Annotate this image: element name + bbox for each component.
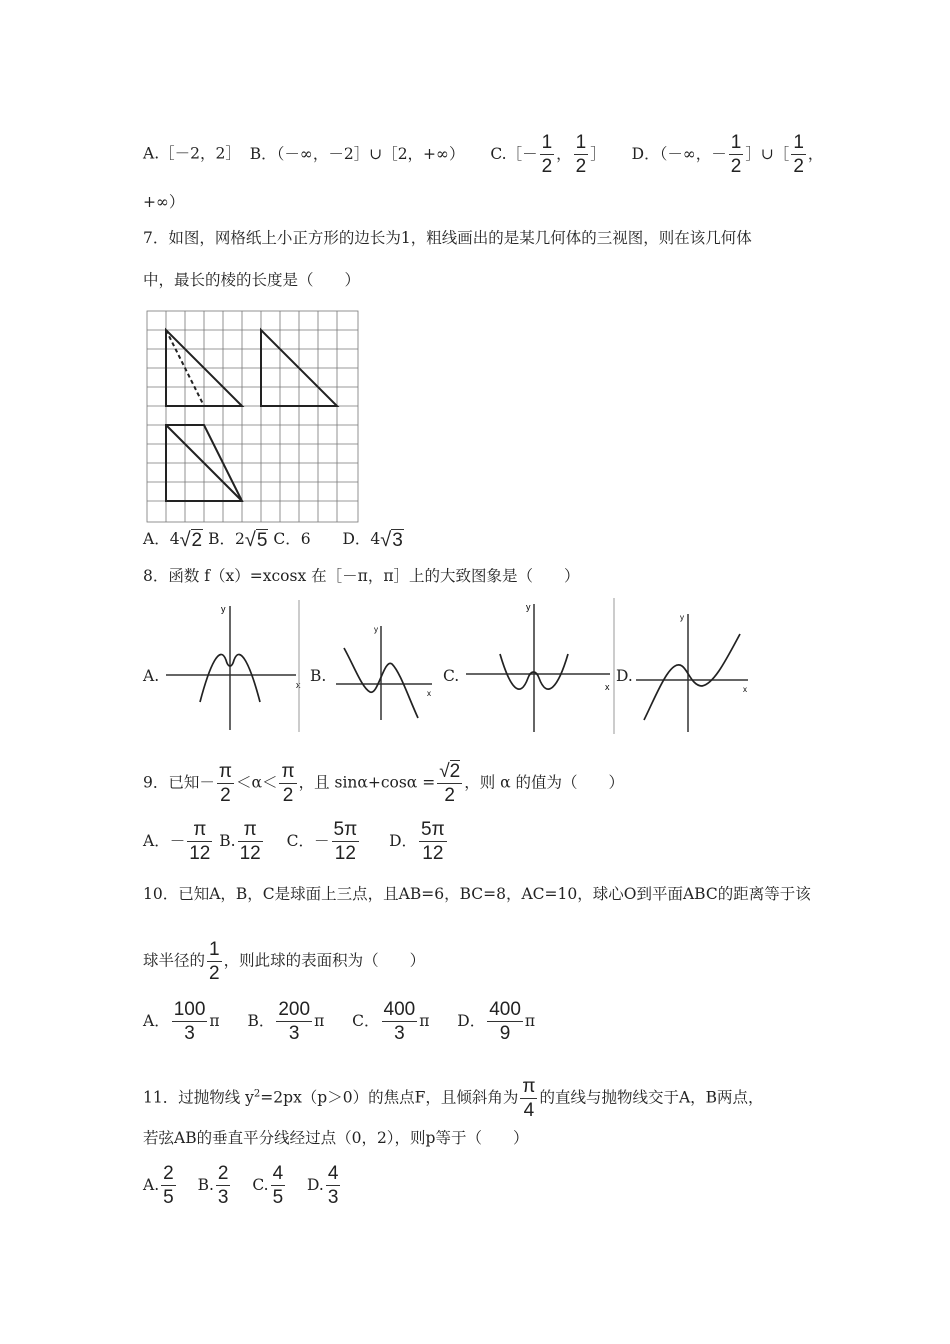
q10-option-a: A． $\frac{100}{3}$ π	[143, 999, 220, 1044]
q9-option-b: B. $\frac{\pi}{12}$	[219, 819, 261, 864]
q11-options	[143, 1164, 342, 1207]
q11-option-a: A. $\frac{2}{5}$	[143, 1163, 174, 1208]
q6-options	[143, 133, 823, 176]
q11-stem-line2: 若弦AB的垂直平分线经过点（0，2），则p等于（ ）	[143, 1129, 529, 1147]
q10-options	[143, 1000, 535, 1043]
q8-graph-a	[166, 600, 300, 732]
q7-stem-line1: 7．如图，网格纸上小正方形的边长为1，粗线画出的是某几何体的三视图，则在该几何体	[143, 229, 752, 247]
q6-option-a: A.［－2，2］	[143, 144, 241, 163]
q6-option-d-continuation: +∞）	[143, 193, 185, 211]
q9-stem: 9．已知－ $\frac{\pi}{2}$ ＜α＜ $\frac{\pi}{2}$ ，且 sinα+cosα = $\frac{√2}{2}$ ，则 α 的值为（ ）	[143, 761, 625, 806]
svg-text:y: y	[526, 602, 531, 612]
q8-label-c: C.	[443, 667, 460, 685]
q7-option-a: A．4√2	[143, 529, 203, 551]
q8-label-b: B.	[310, 667, 327, 685]
q8-stem: 8．函数 f（x）=xcosx 在［－π，π］上的大致图象是（ ）	[143, 567, 580, 585]
q11-option-b: B. $\frac{2}{3}$	[197, 1163, 229, 1208]
svg-text:x: x	[296, 680, 301, 690]
q11-stem-line1: 11．过抛物线 $y^2=2px(p>0)$的焦点F，且倾斜角为 $\frac{\pi}{4}$ 的直线与抛物线交于A，B两点，	[143, 1076, 764, 1121]
q9-option-a: A．－ $\frac{\pi}{12}$	[143, 819, 211, 864]
q10-option-b: B． $\frac{200}{3}$ π	[247, 999, 325, 1044]
q7-three-view-figure	[146, 310, 360, 524]
q6-option-b: B．（－∞，－2］∪［2，+∞）	[249, 144, 465, 163]
q8-graph-b	[336, 618, 436, 722]
svg-text:x: x	[427, 689, 431, 698]
svg-text:x: x	[605, 682, 610, 692]
q10-stem-line1: 10．已知A，B，C是球面上三点，且AB=6，BC=8，AC=10，球心O到平面ABC的距离等于该	[143, 885, 811, 903]
q9-option-c: C．－ $\frac{5\pi}{12}$	[286, 819, 358, 864]
q7-options	[143, 530, 404, 550]
svg-text:y: y	[374, 625, 378, 634]
q11-option-c: C. $\frac{4}{5}$	[252, 1163, 284, 1208]
q6-option-c: C.［－ $\frac{1}{2}$ ， $\frac{1}{2}$ ］	[490, 132, 606, 177]
svg-text:x: x	[743, 685, 747, 694]
svg-text:y: y	[680, 613, 684, 622]
q11-option-d: D. $\frac{4}{3}$	[307, 1163, 339, 1208]
q9-option-d: D． $\frac{5\pi}{12}$	[389, 819, 445, 864]
q7-option-d: D．4√3	[342, 529, 403, 551]
q10-option-c: C． $\frac{400}{3}$ π	[352, 999, 430, 1044]
q10-option-d: D． $\frac{400}{9}$ π	[457, 999, 536, 1044]
q7-option-b: B．2√5	[208, 529, 268, 551]
q8-label-d: D.	[616, 667, 633, 685]
q6-option-d: D．（－∞，－ $\frac{1}{2}$ ］∪［ $\frac{1}{2}$ ，	[631, 132, 824, 177]
q8-label-a: A.	[143, 667, 160, 685]
q8-graph-c	[466, 598, 616, 734]
svg-text:y: y	[221, 604, 226, 614]
q8-graph-d	[636, 600, 752, 734]
q10-stem-line2: 球半径的 $\frac{1}{2}$ ，则此球的表面积为（ ）	[143, 939, 426, 984]
q9-options	[143, 820, 449, 863]
q7-option-c: C．6	[273, 530, 311, 548]
q7-stem-line2: 中，最长的棱的长度是（ ）	[143, 271, 361, 289]
